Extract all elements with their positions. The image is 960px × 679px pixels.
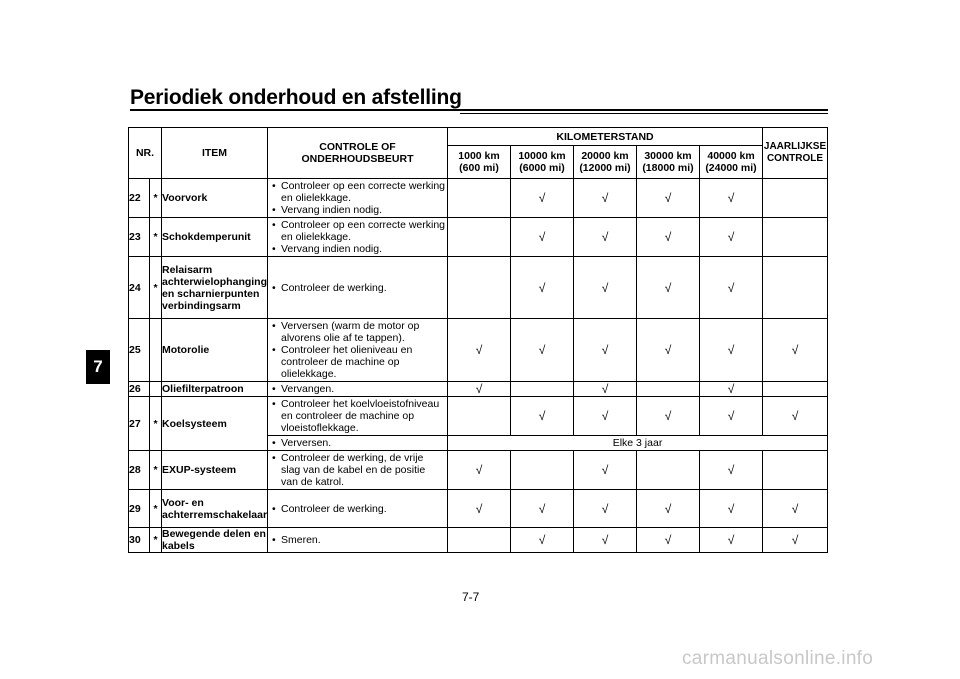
row-star: * [150,528,162,553]
action-item: • Verversen (warm de motor op alvorens olie af te tappen). [272,320,445,344]
check-mark: √ [700,179,763,218]
action-item: • Verversen. [272,437,445,449]
row-star: * [150,179,162,218]
empty-cell [448,397,511,436]
empty-cell [763,382,828,397]
check-mark: √ [511,490,574,528]
check-mark: √ [700,218,763,257]
check-mark: √ [448,319,511,382]
row-star: * [150,218,162,257]
row-star: * [150,490,162,528]
row-star [150,382,162,397]
table-row [129,490,828,528]
row-item: EXUP-systeem [162,451,268,490]
check-mark: √ [448,382,511,397]
check-mark: √ [637,218,700,257]
empty-cell [448,179,511,218]
row-nr: 23 [129,218,150,257]
row-star: * [150,257,162,319]
check-mark: √ [574,179,637,218]
header-item: ITEM [162,128,268,179]
action-item: • Smeren. [272,534,445,546]
row-item: Koelsysteem [162,397,268,451]
header-km-30000: 30000 km (18000 mi) [637,146,700,179]
row-actions [268,528,448,553]
row-nr: 28 [129,451,150,490]
empty-cell [511,451,574,490]
row-actions [268,257,448,319]
check-mark: √ [574,218,637,257]
header-nr: NR. [129,128,162,179]
row-star [150,319,162,382]
check-mark: √ [700,451,763,490]
check-mark: √ [574,528,637,553]
table-row [129,451,828,490]
check-mark: √ [448,490,511,528]
row-star: * [150,451,162,490]
check-mark: √ [511,319,574,382]
check-mark: √ [700,490,763,528]
maintenance-table [128,127,828,553]
empty-cell [448,528,511,553]
title-rule-thin [460,113,828,114]
row-nr: 25 [129,319,150,382]
header-jaarlijkse-controle: JAARLIJKSE CONTROLE [763,128,828,179]
table-row [129,382,828,397]
check-mark: √ [763,490,828,528]
action-item: • Vervangen. [272,383,445,395]
row-item: Voorvork [162,179,268,218]
check-mark: √ [448,451,511,490]
empty-cell [763,257,828,319]
check-mark: √ [511,179,574,218]
row-actions [268,382,448,397]
action-item: • Controleer op een correcte werking en olielekkage. [272,219,445,243]
header-controle: CONTROLE OF ONDERHOUDSBEURT [268,128,448,179]
empty-cell [637,451,700,490]
check-mark: √ [700,397,763,436]
interval-text: Elke 3 jaar [448,436,828,451]
table-row [129,319,828,382]
row-nr: 24 [129,257,150,319]
title-rule-thick [130,109,828,111]
check-mark: √ [637,528,700,553]
check-mark: √ [574,319,637,382]
action-item: • Controleer het koelvloeistofniveau en controleer de machine op vloeistoflekkage. [272,398,445,434]
table-row [129,257,828,319]
check-mark: √ [511,257,574,319]
table-row [129,528,828,553]
header-km-10000: 10000 km (6000 mi) [511,146,574,179]
row-actions [268,319,448,382]
empty-cell [511,382,574,397]
row-item: Relaisarm achterwielophanging en scharnierpunten verbindingsarm [162,257,268,319]
row-actions [268,436,448,451]
check-mark: √ [637,257,700,319]
check-mark: √ [637,490,700,528]
row-star: * [150,397,162,451]
page-title: Periodiek onderhoud en afstelling [130,86,462,109]
check-mark: √ [574,490,637,528]
check-mark: √ [574,257,637,319]
action-item: • Controleer de werking. [272,282,445,294]
row-item: Schokdemperunit [162,218,268,257]
row-actions [268,490,448,528]
check-mark: √ [700,528,763,553]
action-item: • Controleer de werking. [272,503,445,515]
action-item: • Controleer de werking, de vrije slag van de kabel en de positie van de katrol. [272,452,445,488]
action-item: • Controleer het olieniveau en controleer de machine op olielekkage. [272,344,445,380]
check-mark: √ [574,397,637,436]
header-km-20000: 20000 km (12000 mi) [574,146,637,179]
row-item: Voor- en achterremschakelaar [162,490,268,528]
empty-cell [763,218,828,257]
empty-cell [763,451,828,490]
row-item: Oliefilterpatroon [162,382,268,397]
row-nr: 27 [129,397,150,451]
header-km-1000: 1000 km (600 mi) [448,146,511,179]
check-mark: √ [700,257,763,319]
empty-cell [448,257,511,319]
row-actions [268,397,448,436]
check-mark: √ [700,319,763,382]
empty-cell [637,382,700,397]
check-mark: √ [574,451,637,490]
check-mark: √ [511,218,574,257]
table-row [129,218,828,257]
row-nr: 29 [129,490,150,528]
watermark: carmanualsonline.info [682,648,874,669]
row-item: Motorolie [162,319,268,382]
page-number: 7-7 [462,590,480,604]
check-mark: √ [763,397,828,436]
header-kilometerstand: KILOMETERSTAND [448,128,763,146]
action-item: • Controleer op een correcte werking en olielekkage. [272,180,445,204]
maintenance-rows [129,179,828,553]
row-actions [268,218,448,257]
check-mark: √ [700,382,763,397]
check-mark: √ [763,319,828,382]
action-item: • Vervang indien nodig. [272,204,445,216]
check-mark: √ [511,528,574,553]
check-mark: √ [637,179,700,218]
check-mark: √ [637,319,700,382]
row-actions [268,179,448,218]
empty-cell [448,218,511,257]
action-item: • Vervang indien nodig. [272,243,445,255]
row-nr: 26 [129,382,150,397]
row-actions [268,451,448,490]
row-item: Bewegende delen en kabels [162,528,266,552]
check-mark: √ [763,528,828,553]
table-row [129,397,828,436]
table-row [129,179,828,218]
row-nr: 30 [129,528,150,553]
empty-cell [763,179,828,218]
row-nr: 22 [129,179,150,218]
header-km-40000: 40000 km (24000 mi) [700,146,763,179]
check-mark: √ [637,397,700,436]
check-mark: √ [574,382,637,397]
chapter-tab: 7 [86,350,110,384]
check-mark: √ [511,397,574,436]
